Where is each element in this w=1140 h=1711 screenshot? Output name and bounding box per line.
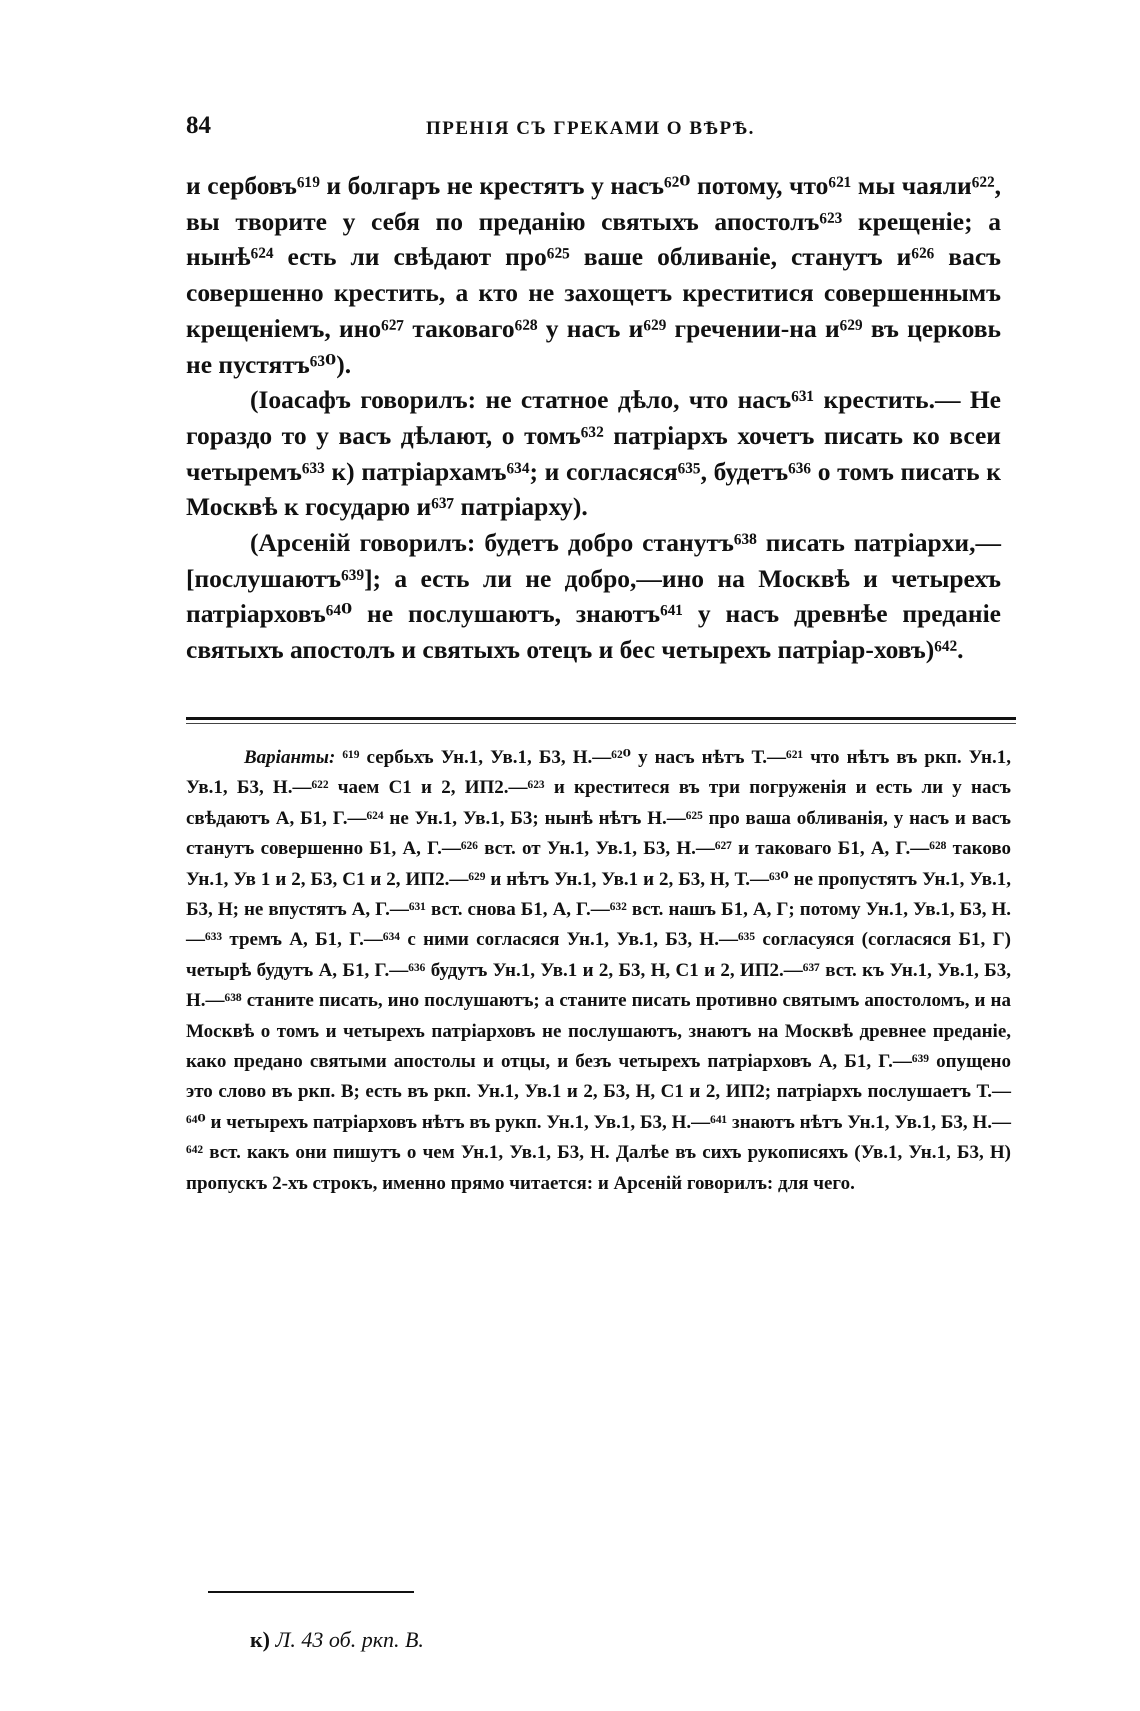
footnote-marker: к) xyxy=(250,1627,271,1652)
page-header xyxy=(186,112,998,148)
body-paragraph: (Арсеній говорилъ: будетъ добро станутъ⁶³⁸ писать патріархи,— [послушаютъ⁶³⁹]; а есть ли не добро,—ино на Москвѣ и четырехъ патріарховъ⁶⁴⁰ не послушаютъ, знаютъ⁶⁴¹ у насъ древнѣе преданіе святыхъ апостолъ и святыхъ отецъ и бес четырехъ патріар-ховъ)⁶⁴². xyxy=(186,528,1001,665)
variants-label: Варіанты: xyxy=(244,747,336,768)
variants-text: ⁶¹⁹ сербьхъ Ун.1, Ув.1, Б3, Н.—⁶²⁰ у насъ нѣтъ Т.—⁶²¹ что нѣтъ въ ркп. Ун.1, Ув.1, Б3, Н.—⁶²² чаем С1 и 2, ИП2.—⁶²³ и креститеся въ три погруженія и есть ли у насъ свѣдаютъ А, Б1, Г.—⁶²⁴ не Ун.1, Ув.1, Б3; нынѣ нѣтъ Н.—⁶²⁵ про ваша обливанія, у насъ и васъ станутъ совершенно Б1, А, Г.—⁶²⁶ вст. от Ун.1, Ув.1, Б3, Н.—⁶²⁷ и таковаго Б1, А, Г.—⁶²⁸ таково Ун.1, Ув 1 и 2, Б3, С1 и 2, ИП2.—⁶²⁹ и нѣтъ Ун.1, Ув.1 и 2, Б3, Н, Т.—⁶³⁰ не пропустятъ Ун.1, Ув.1, Б3, Н; не впустятъ А, Г.—⁶³¹ вст. снова Б1, А, Г.—⁶³² вст. нашъ Б1, А, Г; потому Ун.1, Ув.1, Б3, Н.—⁶³³ тремъ А, Б1, Г.—⁶³⁴ с ними согласяся Ун.1, Ув.1, Б3, Н.—⁶³⁵ согласуяся (согласяся Б1, Г) четырѣ будутъ А, Б1, Г.—⁶³⁶ будутъ Ун.1, Ув.1 и 2, Б3, Н, С1 и 2, ИП2.—⁶³⁷ вст. къ Ун.1, Ув.1, Б3, Н.—⁶³⁸ станите писать, ино послушаютъ; а станите писать противно святымъ апостоломъ, и на Москвѣ о томъ и четырехъ патріарховъ не послушаютъ, знаютъ на Москвѣ древнее преданіе, како предано святыми апостолы и отцы, и безъ четырехъ патріарховъ А, Б1, Г.—⁶³⁹ опущено это слово въ ркп. В; есть въ ркп. Ун.1, Ув.1 и 2, Б3, Н, С1 и 2, ИП2; патріархъ послушаетъ Т.—⁶⁴⁰ и четырехъ патріарховъ нѣтъ въ рукп. Ун.1, Ув.1, Б3, Н.—⁶⁴¹ знаютъ нѣтъ Ун.1, Ув.1, Б3, Н.—⁶⁴² вст. какъ они пишутъ о чем Ун.1, Ув.1, Б3, Н. Далѣе въ сихъ рукописяхъ (Ув.1, Ун.1, Б3, Н) пропускъ 2-хъ строкъ, именно прямо читается: и Арсеній говорилъ: для чего. xyxy=(186,747,1012,1194)
footnote-text: Л. 43 об. ркп. В. xyxy=(275,1627,424,1652)
running-title: ПРЕНІЯ СЪ ГРЕКАМИ О ВѢРѢ. xyxy=(426,118,755,139)
footnote xyxy=(250,1627,424,1653)
page-number: 84 xyxy=(186,112,211,139)
body-paragraph: (Іоасафъ говорилъ: не статное дѣло, что насъ⁶³¹ крестить.— Не гораздо то у васъ дѣлают, о томъ⁶³² патріархъ хочетъ писать ко всеи четыремъ⁶³³ к) патріархамъ⁶³⁴; и согласяся⁶³⁵, будетъ⁶³⁶ о томъ писать к Москвѣ к государю и⁶³⁷ патріарху). xyxy=(186,385,1001,522)
section-divider-thin xyxy=(186,723,1016,724)
body-paragraph: и сербовъ⁶¹⁹ и болгаръ не крестятъ у насъ⁶²⁰ потому, что⁶²¹ мы чаяли⁶²², вы творите у себя по преданію святыхъ апостолъ⁶²³ крещеніе; а нынѣ⁶²⁴ есть ли свѣдают про⁶²⁵ ваше обливаніе, станутъ и⁶²⁶ васъ совершенно крестить, а кто не захощетъ креститися совершеннымъ крещеніемъ, ино⁶²⁷ таковаго⁶²⁸ у насъ и⁶²⁹ гречении-на и⁶²⁹ въ церковь не пустятъ⁶³⁰). xyxy=(186,171,1001,379)
section-divider xyxy=(186,717,1016,720)
variant-readings xyxy=(186,743,1011,1199)
footnote-divider xyxy=(208,1591,414,1593)
main-text xyxy=(186,168,1001,668)
